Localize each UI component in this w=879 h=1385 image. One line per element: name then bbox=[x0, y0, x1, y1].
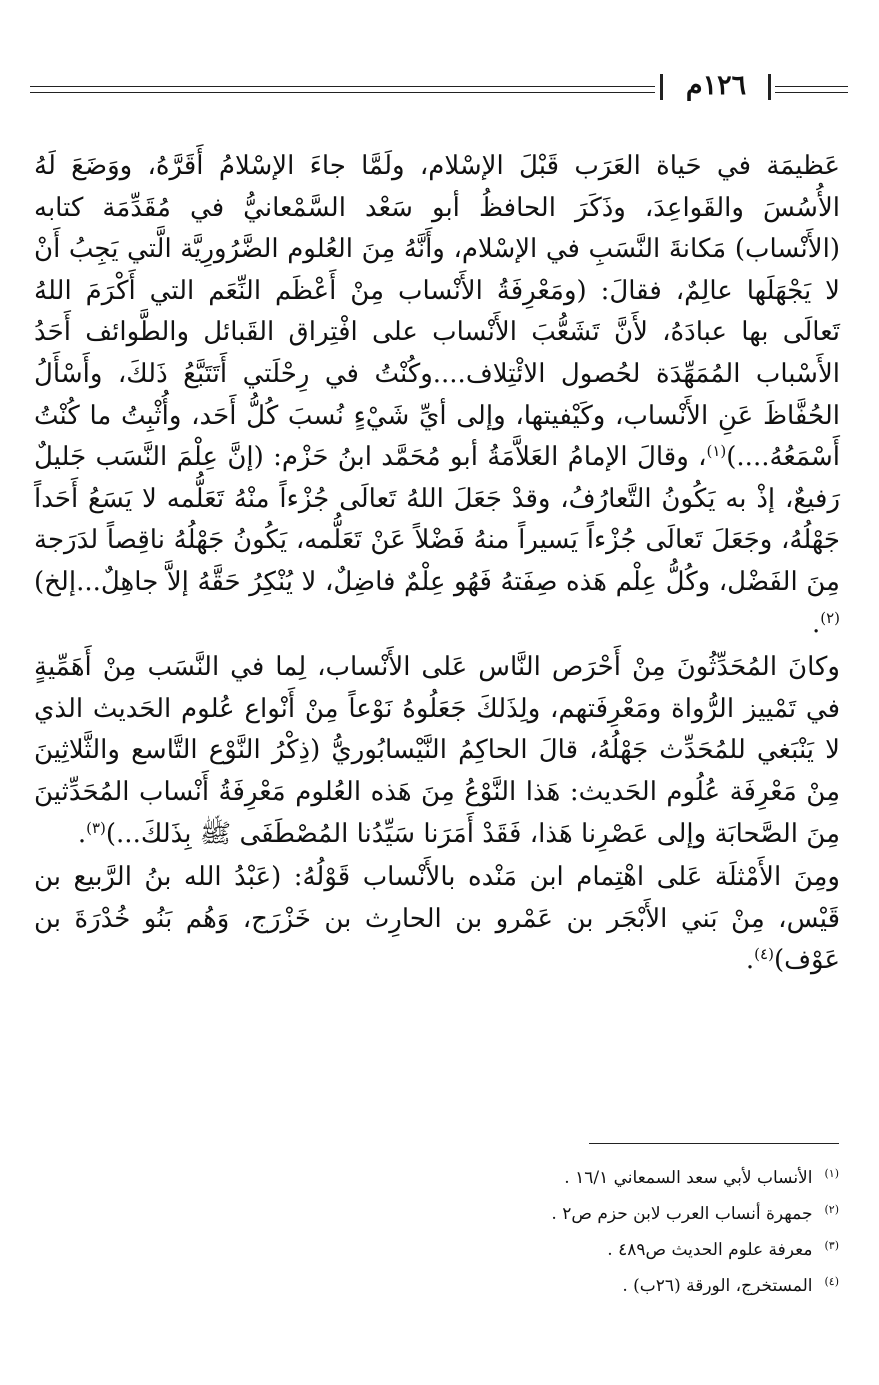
header-bar-left bbox=[660, 74, 663, 100]
footnote-item bbox=[139, 1158, 839, 1194]
footnote-ref: (٣) bbox=[86, 818, 106, 837]
header-bar-right bbox=[768, 74, 771, 100]
footnote-ref: (٤) bbox=[754, 945, 774, 964]
footnote-text: الأنساب لأبي سعد السمعاني ١٦/١ . bbox=[564, 1168, 813, 1188]
footnote-item bbox=[139, 1194, 839, 1230]
page-header bbox=[30, 70, 848, 104]
footnote-ref: (٢) bbox=[820, 608, 840, 627]
paragraph-text: ، وقالَ الإمامُ العَلاَّمَةُ أبو مُحَمَّد ابنُ حَزْم: (إنَّ عِلْمَ النَّسَب جَليلٌ رَفيعٌ، إذْ به يَكُونُ التَّعارُفُ، وقدْ جَعَلَ اللهُ تَعالَى جُزْءاً منْهُ تَعَلُّمه لا يَسَعُ أَحَداً جَهْلُهُ، وجَعَلَ تَعالَى جُزْءاً يَسيراً منهُ فَضْلاً عَنْ تَعَلُّمه، يَكُونُ جَهْلُهُ ناقِصاً لدَرَجة مِنَ الفَضْل، وكُلُّ عِلْم هَذه صِفَتهُ فَهُو عِلْمٌ فاضِلٌ، لا يُنْكِرُ حَقَّهُ إلاَّ جاهِلٌ...إلخ) bbox=[34, 442, 840, 597]
footnote-text: جمهرة أنساب العرب لابن حزم ص٢ . bbox=[551, 1204, 813, 1224]
footnote-number: (١) bbox=[824, 1167, 839, 1180]
paragraph-end: . bbox=[745, 945, 755, 976]
paragraph-end: . bbox=[77, 818, 87, 849]
footnote-number: (٢) bbox=[824, 1203, 839, 1216]
paragraph-end: . bbox=[811, 608, 821, 639]
paragraph-text: وكانَ المُحَدِّثُونَ مِنْ أَحْرَص النَّاس عَلى الأَنْساب، لِما في النَّسَب مِنْ أَهَمِّيةٍ في تَمْييز الرُّواة ومَعْرِفَتهم، ولِذَلكَ جَعَلُوهُ نَوْعاً مِنْ أَنْواع عُلوم الحَديث الذي لا يَنْبَغي للمُحَدِّث جَهْلُهُ، قالَ الحاكِمُ النَّيْسابُوريُّ (ذِكْرُ النَّوْع التَّاسع والثَّلاثِينَ مِنْ مَعْرِفَة عُلُوم الحَديث: هَذا النَّوْعُ مِنَ هَذه العُلوم مَعْرِفَةُ أَنْساب المُحَدِّثينَ مِنَ الصَّحابَة وإلى عَصْرِنا هَذا، فَقَدْ أَمَرَنا سَيِّدُنا المُصْطَفَى ﷺ بِذَلكَ...) bbox=[34, 652, 840, 849]
footnotes bbox=[139, 1158, 839, 1302]
footnote-separator bbox=[589, 1143, 839, 1144]
footnote-text: المستخرج، الورقة (٢٦ب) . bbox=[622, 1276, 813, 1296]
paragraph-2 bbox=[34, 647, 840, 855]
footnote-item bbox=[139, 1266, 839, 1302]
paragraph-3 bbox=[34, 857, 840, 982]
footnote-number: (٣) bbox=[824, 1239, 839, 1252]
footnote-number: (٤) bbox=[824, 1275, 839, 1288]
header-rule-right bbox=[775, 86, 848, 93]
footnote-text: معرفة علوم الحديث ص٤٨٩ . bbox=[607, 1240, 813, 1260]
page-number: ١٢٦م bbox=[685, 70, 747, 101]
footnote-item bbox=[139, 1230, 839, 1266]
paragraph-1 bbox=[34, 146, 840, 645]
header-rule-left bbox=[30, 86, 655, 93]
footnote-ref: (١) bbox=[706, 442, 727, 461]
paragraph-text: ومِنَ الأَمْثلَة عَلى اهْتِمام ابن مَنْده بالأَنْساب قَوْلُهُ: (عَبْدُ الله بنُ الرَّبيع بن قَيْس، مِنْ بَني الأَبْجَر بن عَمْرو بن الحارِث بن خَزْرَج، وَهُم بَنُو خُدْرَةَ بن عَوْف) bbox=[34, 862, 840, 976]
paragraph-text: عَظيمَة في حَياة العَرَب قَبْلَ الإسْلام، ولَمَّا جاءَ الإسْلامُ أَقَرَّهُ، ووَضَعَ لَهُ الأُسُسَ والقَواعِدَ، وذَكَرَ الحافظُ أبو سَعْد السَّمْعانيُّ في مُقَدِّمَة كتابه (الأَنْساب) مَكانةَ النَّسَبِ في الإسْلام، وأَنَّهُ مِنَ العُلوم الضَّرُورِيَّة الَّتي يَجِبُ أَنْ لا يَجْهَلَها عالِمٌ، فقالَ: (ومَعْرِفَةُ الأَنْساب مِنْ أَعْظَم النِّعَم التي أَكْرَمَ اللهُ تَعالَى بها عبادَهُ، لأَنَّ تَشَعُّبَ الأَنْساب على افْتِراق القَبائل والطَّوائف أَحَدُ الأَسْباب المُمَهِّدَة لحُصول الائْتِلاف....وكُنْتُ في رِحْلَتي أَتَتَبَّعُ ذَلكَ، وأَسْأَلُ الحُفَّاظَ عَنِ الأَنْساب، وكَيْفيتها، وإلى أيِّ شَيْءٍ نُسبَ كُلُّ أَحَد، وأُثْبِتُ ما كُنْتُ أَسْمَعُهُ....) bbox=[34, 151, 840, 473]
main-text bbox=[34, 146, 840, 984]
